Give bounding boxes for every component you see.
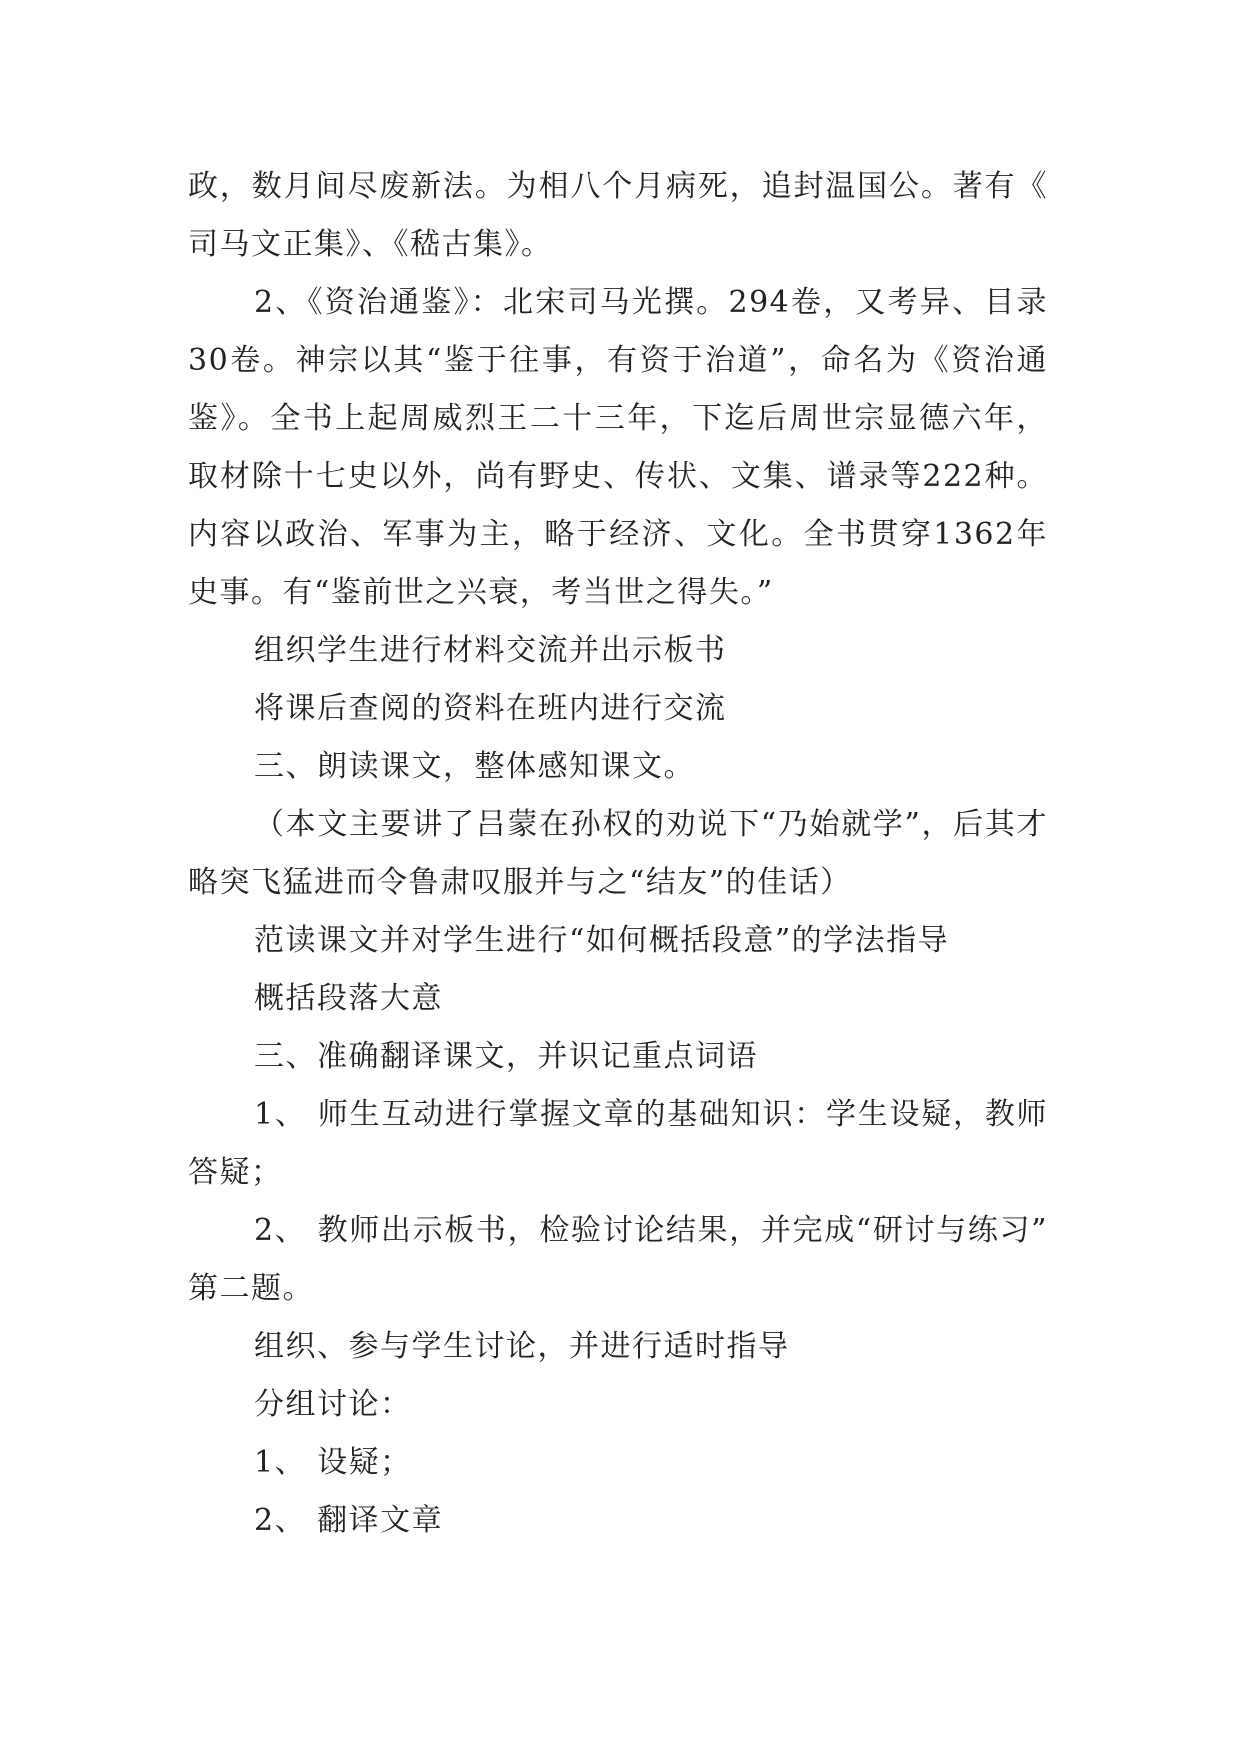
paragraph-10: 1、 师生互动进行掌握文章的基础知识：学生设疑，教师答疑； (188, 1097, 1048, 1190)
paragraph-2: 2、《资治通鉴》：北宋司马光撰。294卷，又考异、目录30卷。神宗以其“鉴于往事，有资于治道”，命名为《资治通鉴》。全书上起周威烈王二十三年，下迄后周世宗显德六年，取材除十七史以外，尚有野史、传状、文集、谱录等222种。内容以政治、军事为主，略于经济、文化。全书贯穿1362年史事。有“鉴前世之兴衰，考当世之得失。” (188, 285, 1048, 610)
paragraph-1: 政，数月间尽废新法。为相八个月病死，追封温国公。著有《司马文正集》、《嵇古集》。 (188, 169, 1048, 262)
paragraph-11: 2、 教师出示板书，检验讨论结果，并完成“研讨与练习”第二题。 (188, 1213, 1048, 1306)
paragraph-6: （本文主要讲了吕蒙在孙权的劝说下“乃始就学”，后其才略突飞猛进而令鲁肃叹服并与之“结友”的佳话） (188, 807, 1048, 900)
paragraph-3: 组织学生进行材料交流并出示板书 (254, 633, 727, 668)
paragraph-5: 三、朗读课文，整体感知课文。 (254, 749, 695, 784)
paragraph-7: 范读课文并对学生进行“如何概括段意”的学法指导 (254, 923, 950, 958)
paragraph-14: 1、 设疑； (254, 1445, 412, 1480)
paragraph-12: 组织、参与学生讨论，并进行适时指导 (254, 1329, 790, 1364)
paragraph-4: 将课后查阅的资料在班内进行交流 (254, 691, 727, 726)
paragraph-15: 2、 翻译文章 (254, 1503, 444, 1538)
document-body (188, 158, 1048, 1550)
paragraph-9: 三、准确翻译课文，并识记重点词语 (254, 1039, 758, 1074)
paragraph-13: 分组讨论： (254, 1387, 412, 1422)
paragraph-8: 概括段落大意 (254, 981, 443, 1016)
